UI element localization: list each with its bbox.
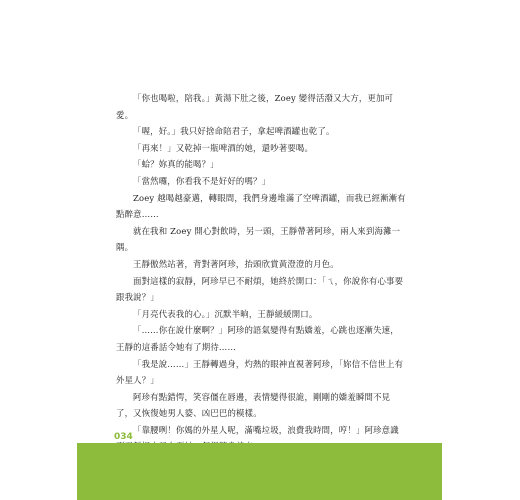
paragraph: 阿珍有點錯愕，笑容僵在唇邊，表情變得很詭，剛剛的嬌羞瞬間不見了，又恢復她男人婆、凶巴巴的模樣。 [116,391,391,419]
paragraph: Zoey 越喝越豪邁，轉眼間，我們身邊堆滿了空啤酒罐，而我已經漸漸有點醉意…… [116,192,406,220]
paragraph: 「喔，好。」我只好捨命陪君子，拿起啤酒罐也乾了。 [133,126,335,137]
paragraph: 「你也喝啦，陪我。」黃湯下肚之後，Zoey 變得活潑又大方，更加可愛。 [116,93,394,120]
paragraph: 「我是說……」王靜轉過身，灼熱的眼神直視著阿珍，「妳信不信世上有外星人？」 [116,358,404,386]
paragraph: 「再來！」又乾掉一瓶啤酒的她，還吵著要喝。 [133,142,314,153]
paragraph: 「蛤？妳真的能喝？」 [133,159,219,170]
paragraph: 「月亮代表我的心。」沉默半晌，王靜緩緩開口。 [133,308,318,319]
paragraph: 「……你在說什麼啊？」阿珍的語氣變得有點嬌羞，心跳也逐漸失速，王靜的這番話令她有了期待…… [116,325,399,352]
body-text [116,90,406,455]
page-number: 034 [114,432,133,442]
paragraph: 就在我和 Zoey 開心對飲時，另一頭，王靜帶著阿珍，兩人來到海灘一隅。 [116,225,401,253]
paragraph: 王靜傲然站著，背對著阿珍，抬頭欣賞黃澄澄的月色。 [133,258,339,269]
paragraph: 「靠腰咧！你媽的外星人呢，滿嘴垃圾，浪費我時間，哼！」阿珍意識 [133,424,399,435]
footer-green-band [77,443,442,500]
paragraph: 「當然囉，你看我不是好好的嗎？」 [133,175,271,186]
paragraph: 面對這樣的寂靜，阿珍早已不耐煩，她終於開口：「ㄟ，你說你有心事要跟我說？」 [116,275,404,303]
